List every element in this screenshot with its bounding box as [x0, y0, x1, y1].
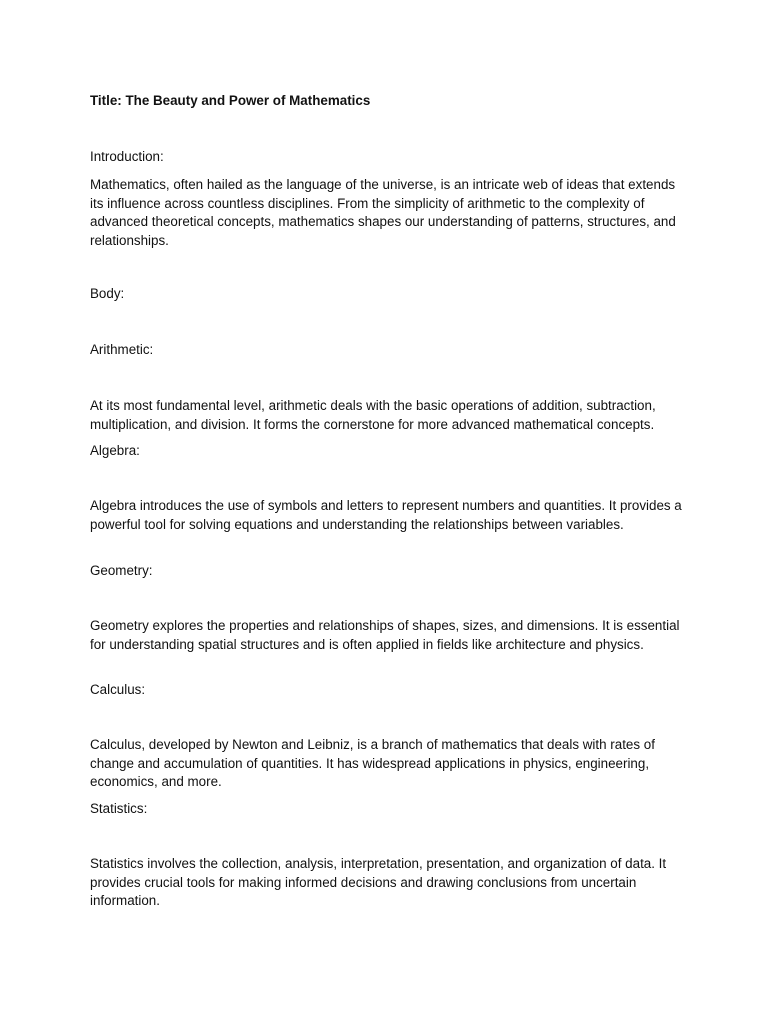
algebra-heading: Algebra: — [90, 443, 140, 458]
geometry-heading: Geometry: — [90, 563, 153, 578]
geometry-paragraph: Geometry explores the properties and relationships of shapes, sizes, and dimensions. It is essential for understanding spatial structures and is often applied in fields like architecture and physics. — [90, 618, 680, 652]
body-heading: Body: — [90, 286, 125, 301]
introduction-heading: Introduction: — [90, 149, 164, 164]
algebra-paragraph: Algebra introduces the use of symbols and letters to represent numbers and quantities. It provides a powerful tool for solving equations and understanding the relationships between variables. — [90, 498, 682, 532]
statistics-paragraph: Statistics involves the collection, analysis, interpretation, presentation, and organization of data. It provides crucial tools for making informed decisions and drawing conclusions from uncertain information. — [90, 856, 667, 908]
calculus-paragraph: Calculus, developed by Newton and Leibniz, is a branch of mathematics that deals with rates of change and accumulation of quantities. It has widespread applications in physics, engineering, economics, and more. — [90, 737, 655, 789]
arithmetic-heading: Arithmetic: — [90, 342, 154, 357]
document-title: Title: The Beauty and Power of Mathematics — [90, 93, 371, 108]
introduction-paragraph: Mathematics, often hailed as the language of the universe, is an intricate web of ideas that extends its influence across countless disciplines. From the simplicity of arithmetic to the complexity of advanced theoretical concepts, mathematics shapes our understanding of patterns, structures, and relationships. — [90, 177, 676, 248]
arithmetic-paragraph: At its most fundamental level, arithmetic deals with the basic operations of addition, subtraction, multiplication, and division. It forms the cornerstone for more advanced mathematical concepts. — [90, 398, 656, 432]
statistics-heading: Statistics: — [90, 801, 148, 816]
calculus-heading: Calculus: — [90, 682, 146, 697]
